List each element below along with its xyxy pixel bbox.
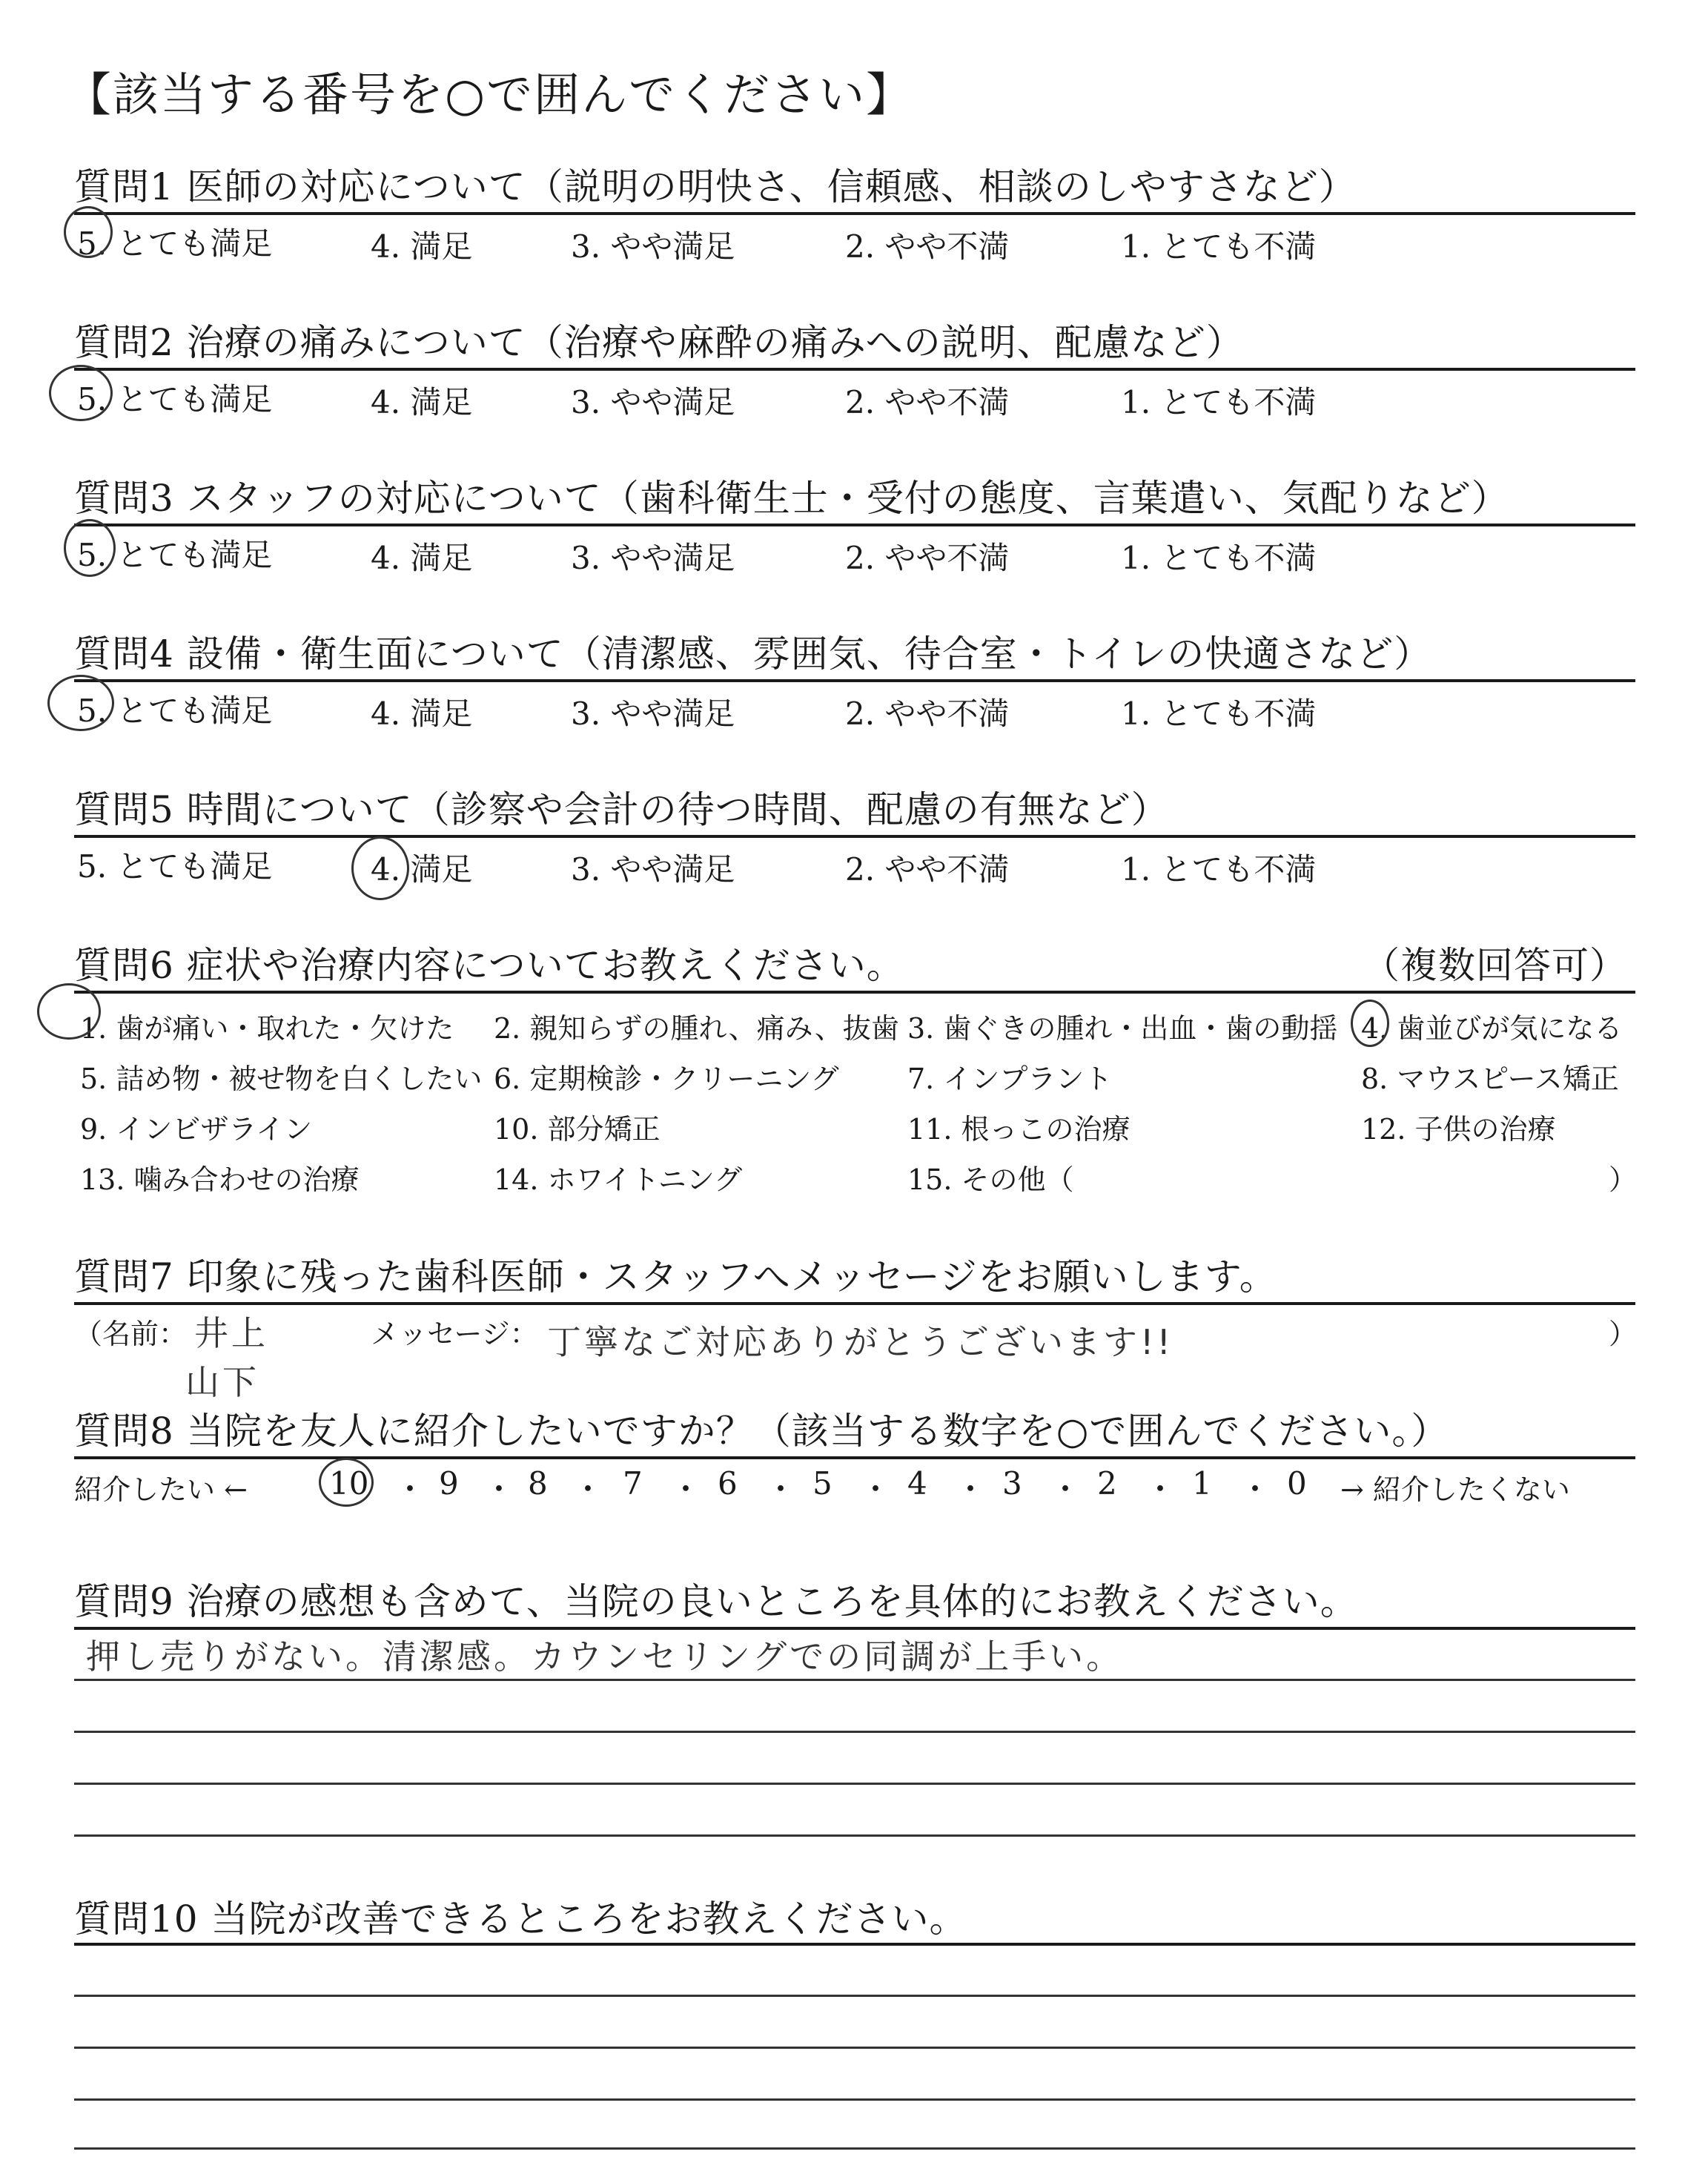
q6-option-7[interactable]: 7. インプラント bbox=[907, 1063, 1113, 1095]
handwritten-name-2: 山下 bbox=[185, 1362, 259, 1402]
q6-option-2[interactable]: 2. 親知らずの腫れ、痛み、抜歯 bbox=[494, 1012, 899, 1045]
message-label: メッセージ： bbox=[371, 1318, 538, 1350]
scale-3[interactable]: 3 bbox=[1002, 1465, 1022, 1502]
q6-option-6[interactable]: 6. 定期検診・クリーニング bbox=[494, 1063, 839, 1095]
writing-line bbox=[74, 2047, 1635, 2049]
option-1[interactable]: 1. とても不満 bbox=[1121, 696, 1317, 732]
writing-line bbox=[74, 1731, 1635, 1733]
scale-9[interactable]: 9 bbox=[439, 1465, 459, 1502]
divider bbox=[74, 1943, 1635, 1946]
multiple-answers-note: （複数回答可） bbox=[1363, 944, 1627, 987]
scale-separator: ・ bbox=[1050, 1471, 1082, 1507]
scale-10[interactable]: 10 bbox=[329, 1465, 369, 1502]
q6-option-5[interactable]: 5. 詰め物・被せ物を白くしたい bbox=[80, 1063, 483, 1095]
option-3[interactable]: 3. やや満足 bbox=[571, 696, 735, 732]
option-5[interactable]: 5. とても満足 bbox=[77, 693, 273, 729]
scale-separator: ・ bbox=[955, 1471, 987, 1507]
option-3[interactable]: 3. やや満足 bbox=[571, 228, 735, 265]
question-8-heading: 質問8 当院を友人に紹介したいですか？（該当する数字を○で囲んでください。） bbox=[74, 1410, 1449, 1453]
option-2[interactable]: 2. やや不満 bbox=[845, 228, 1010, 265]
writing-line bbox=[74, 1783, 1635, 1785]
option-4[interactable]: 4. 満足 bbox=[371, 540, 473, 576]
writing-line bbox=[74, 1995, 1635, 1997]
answer-circle-mark bbox=[1351, 1000, 1389, 1047]
option-3[interactable]: 3. やや満足 bbox=[571, 540, 735, 576]
q6-option-10[interactable]: 10. 部分矯正 bbox=[494, 1113, 661, 1146]
scale-5[interactable]: 5 bbox=[812, 1465, 833, 1502]
scale-0[interactable]: 0 bbox=[1287, 1465, 1307, 1502]
scale-7[interactable]: 7 bbox=[623, 1465, 643, 1502]
divider bbox=[74, 679, 1635, 682]
divider bbox=[74, 524, 1635, 526]
answer-circle-mark bbox=[319, 1458, 374, 1507]
scale-1[interactable]: 1 bbox=[1192, 1465, 1212, 1502]
page-title: 【該当する番号を○で囲んでください】 bbox=[65, 67, 914, 122]
option-3[interactable]: 3. やや満足 bbox=[571, 851, 735, 888]
option-1[interactable]: 1. とても不満 bbox=[1121, 851, 1317, 888]
option-4[interactable]: 4. 満足 bbox=[371, 384, 473, 420]
question-4-heading: 質問4 設備・衛生面について（清潔感、雰囲気、待合室・トイレの快適さなど） bbox=[74, 633, 1432, 676]
handwritten-name: 井上 bbox=[194, 1313, 268, 1353]
question-7-heading: 質問7 印象に残った歯科医師・スタッフへメッセージをお願いします。 bbox=[74, 1255, 1277, 1298]
scale-separator: ・ bbox=[860, 1471, 892, 1507]
question-9-heading: 質問9 治療の感想も含めて、当院の良いところを具体的にお教えください。 bbox=[74, 1580, 1358, 1623]
question-5-heading: 質問5 時間について（診察や会計の待つ時間、配慮の有無など） bbox=[74, 788, 1169, 831]
q6-option-1[interactable]: 1. 歯が痛い・取れた・欠けた bbox=[80, 1012, 454, 1045]
scale-4[interactable]: 4 bbox=[907, 1465, 927, 1502]
divider bbox=[74, 1456, 1635, 1459]
answer-circle-mark bbox=[351, 836, 409, 900]
scale-separator: ・ bbox=[765, 1471, 797, 1507]
writing-line bbox=[74, 1679, 1635, 1681]
q6-option-4[interactable]: 4. 歯並びが気になる bbox=[1361, 1012, 1623, 1045]
scale-separator: ・ bbox=[670, 1471, 702, 1507]
question-10-heading: 質問10 当院が改善できるところをお教えください。 bbox=[74, 1898, 967, 1941]
q6-option-11[interactable]: 11. 根っこの治療 bbox=[907, 1113, 1131, 1146]
question-3-heading: 質問3 スタッフの対応について（歯科衛生士・受付の態度、言葉遣い、気配りなど） bbox=[74, 477, 1509, 520]
question-6-heading: 質問6 症状や治療内容についてお教えください。 bbox=[74, 944, 904, 987]
q6-other-close-paren: ） bbox=[1609, 1163, 1638, 1196]
option-5[interactable]: 5. とても満足 bbox=[77, 225, 273, 262]
option-1[interactable]: 1. とても不満 bbox=[1121, 540, 1317, 576]
q6-option-13[interactable]: 13. 噛み合わせの治療 bbox=[80, 1163, 360, 1196]
option-2[interactable]: 2. やや不満 bbox=[845, 384, 1010, 420]
handwritten-answer: 押し売りがない。清潔感。カウンセリングでの同調が上手い。 bbox=[86, 1636, 1124, 1677]
option-3[interactable]: 3. やや満足 bbox=[571, 384, 735, 420]
option-4[interactable]: 4. 満足 bbox=[371, 851, 473, 888]
option-2[interactable]: 2. やや不満 bbox=[845, 696, 1010, 732]
answer-circle-mark bbox=[37, 983, 101, 1040]
recommend-left-label: 紹介したい ← bbox=[74, 1473, 248, 1506]
scale-2[interactable]: 2 bbox=[1097, 1465, 1117, 1502]
divider bbox=[74, 212, 1635, 215]
option-5[interactable]: 5. とても満足 bbox=[77, 848, 273, 885]
scale-separator: ・ bbox=[572, 1471, 604, 1507]
writing-line bbox=[74, 2147, 1635, 2150]
scale-separator: ・ bbox=[1145, 1471, 1176, 1507]
q6-option-8[interactable]: 8. マウスピース矯正 bbox=[1361, 1063, 1619, 1095]
option-2[interactable]: 2. やや不満 bbox=[845, 851, 1010, 888]
option-4[interactable]: 4. 満足 bbox=[371, 696, 473, 732]
name-label: （名前： bbox=[74, 1318, 188, 1350]
scale-separator: ・ bbox=[483, 1471, 515, 1507]
divider bbox=[74, 368, 1635, 371]
answer-circle-mark bbox=[49, 365, 113, 421]
option-5[interactable]: 5. とても満足 bbox=[77, 381, 273, 417]
q6-option-14[interactable]: 14. ホワイトニング bbox=[494, 1163, 743, 1196]
option-4[interactable]: 4. 満足 bbox=[371, 228, 473, 265]
option-1[interactable]: 1. とても不満 bbox=[1121, 384, 1317, 420]
q6-option-9[interactable]: 9. インビザライン bbox=[80, 1113, 313, 1146]
question-1-heading: 質問1 医師の対応について（説明の明快さ、信頼感、相談のしやすさなど） bbox=[74, 165, 1357, 208]
divider bbox=[74, 835, 1635, 838]
answer-circle-mark bbox=[47, 675, 114, 731]
writing-line bbox=[74, 2098, 1635, 2101]
divider bbox=[74, 991, 1635, 994]
q6-option-12[interactable]: 12. 子供の治療 bbox=[1361, 1113, 1556, 1146]
handwritten-message: 丁寧なご対応ありがとうございます!! bbox=[547, 1322, 1174, 1362]
answer-circle-mark bbox=[64, 519, 116, 577]
answer-circle-mark bbox=[64, 206, 113, 258]
q6-option-3[interactable]: 3. 歯ぐきの腫れ・出血・歯の動揺 bbox=[907, 1012, 1338, 1045]
scale-6[interactable]: 6 bbox=[718, 1465, 738, 1502]
divider bbox=[74, 1302, 1635, 1305]
writing-line bbox=[74, 1834, 1635, 1837]
question-2-heading: 質問2 治療の痛みについて（治療や麻酔の痛みへの説明、配慮など） bbox=[74, 321, 1244, 364]
scale-8[interactable]: 8 bbox=[528, 1465, 548, 1502]
scale-separator: ・ bbox=[394, 1471, 426, 1507]
recommend-right-label: → 紹介したくない bbox=[1340, 1473, 1570, 1506]
scale-separator: ・ bbox=[1239, 1471, 1271, 1507]
message-close-paren: ） bbox=[1609, 1318, 1638, 1350]
option-2[interactable]: 2. やや不満 bbox=[845, 540, 1010, 576]
option-5[interactable]: 5. とても満足 bbox=[77, 537, 273, 573]
option-1[interactable]: 1. とても不満 bbox=[1121, 228, 1317, 265]
q6-option-15[interactable]: 15. その他（ bbox=[907, 1163, 1074, 1196]
